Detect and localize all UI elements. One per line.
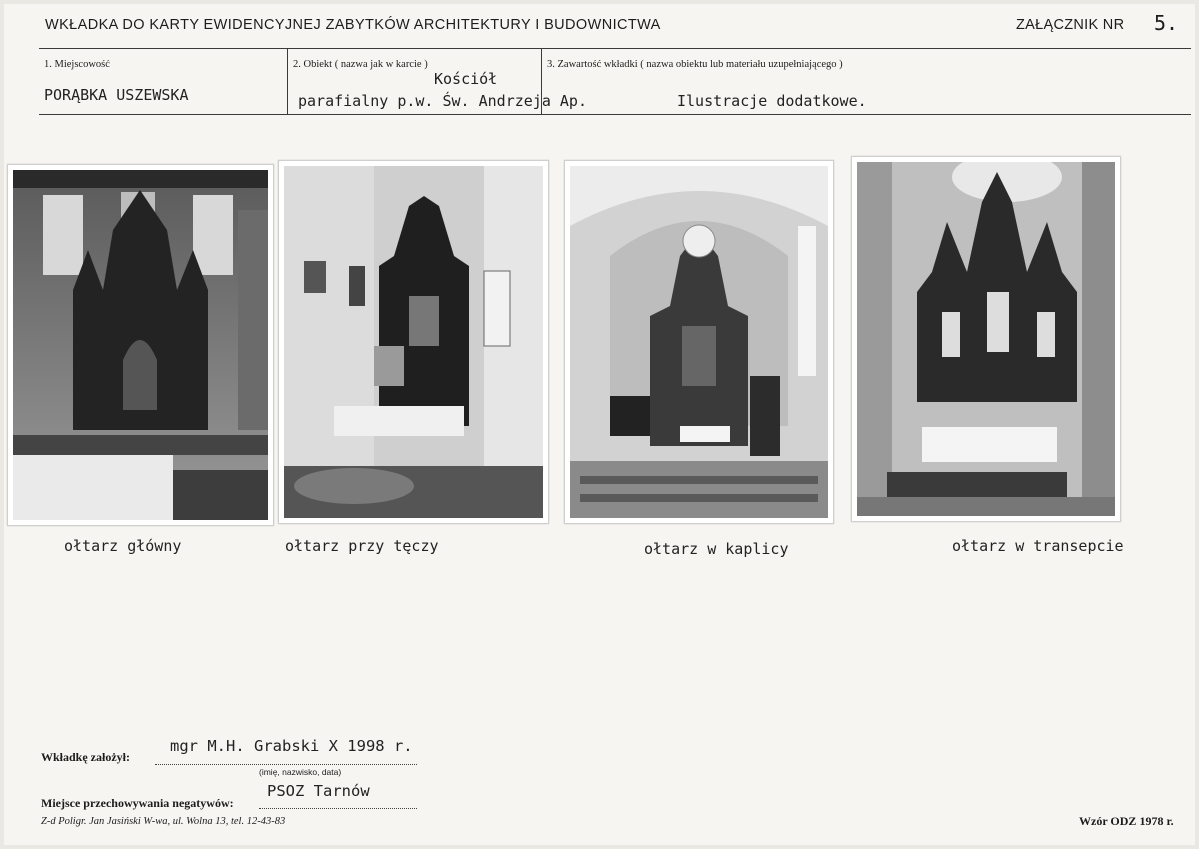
- record-sheet: [4, 4, 1195, 845]
- attachment-label: ZAŁĄCZNIK NR: [1016, 17, 1125, 33]
- created-by-hint: (imię, nazwisko, data): [259, 767, 342, 777]
- locality-label: 1. Miejscowość: [44, 59, 110, 70]
- attachment-number: 5.: [1154, 11, 1179, 35]
- storage-label: Miejsce przechowywania negatywów:: [41, 796, 234, 810]
- form-bottom-rule: [39, 114, 1191, 115]
- form-top-rule: [39, 48, 1191, 49]
- photo-caption-arch-altar: ołtarz przy tęczy: [285, 537, 439, 555]
- form-code: Wzór ODZ 1978 r.: [1079, 814, 1174, 828]
- photo-main-altar: [7, 164, 274, 526]
- created-by-label: Wkładkę założył:: [41, 750, 130, 764]
- created-by-value: mgr M.H. Grabski X 1998 r.: [170, 737, 413, 755]
- created-by-line: [155, 764, 417, 765]
- photo-chapel-altar: [564, 160, 834, 524]
- storage-value: PSOZ Tarnów: [267, 782, 370, 800]
- content-value: Ilustracje dodatkowe.: [677, 92, 867, 110]
- photo-caption-chapel-altar: ołtarz w kaplicy: [644, 540, 789, 558]
- photo-caption-transept-altar: ołtarz w transepcie: [952, 537, 1124, 555]
- photo-transept-altar: [851, 156, 1121, 522]
- printer-note: Z-d Poligr. Jan Jasiński W-wa, ul. Wolna 13, tel. 12-43-83: [41, 816, 286, 827]
- photo-arch-altar: [278, 160, 549, 524]
- document-title: WKŁADKA DO KARTY EWIDENCYJNEJ ZABYTKÓW ARCHITEKTURY I BUDOWNICTWA: [45, 17, 661, 33]
- main-altar-image: [13, 170, 268, 520]
- content-label: 3. Zawartość wkładki ( nazwa obiektu lub materiału uzupełniającego ): [547, 59, 843, 70]
- object-value-line2: parafialny p.w. Św. Andrzeja Ap.: [298, 92, 587, 110]
- photo-caption-main-altar: ołtarz główny: [64, 537, 182, 555]
- object-label: 2. Obiekt ( nazwa jak w karcie ): [293, 59, 428, 70]
- object-value-line1: Kościół: [434, 70, 498, 88]
- form-divider-1: [287, 48, 288, 114]
- storage-line: [259, 808, 417, 809]
- chapel-altar-image: [570, 166, 828, 518]
- arch-altar-image: [284, 166, 543, 518]
- transept-altar-image: [857, 162, 1115, 516]
- locality-value: PORĄBKA USZEWSKA: [44, 86, 189, 104]
